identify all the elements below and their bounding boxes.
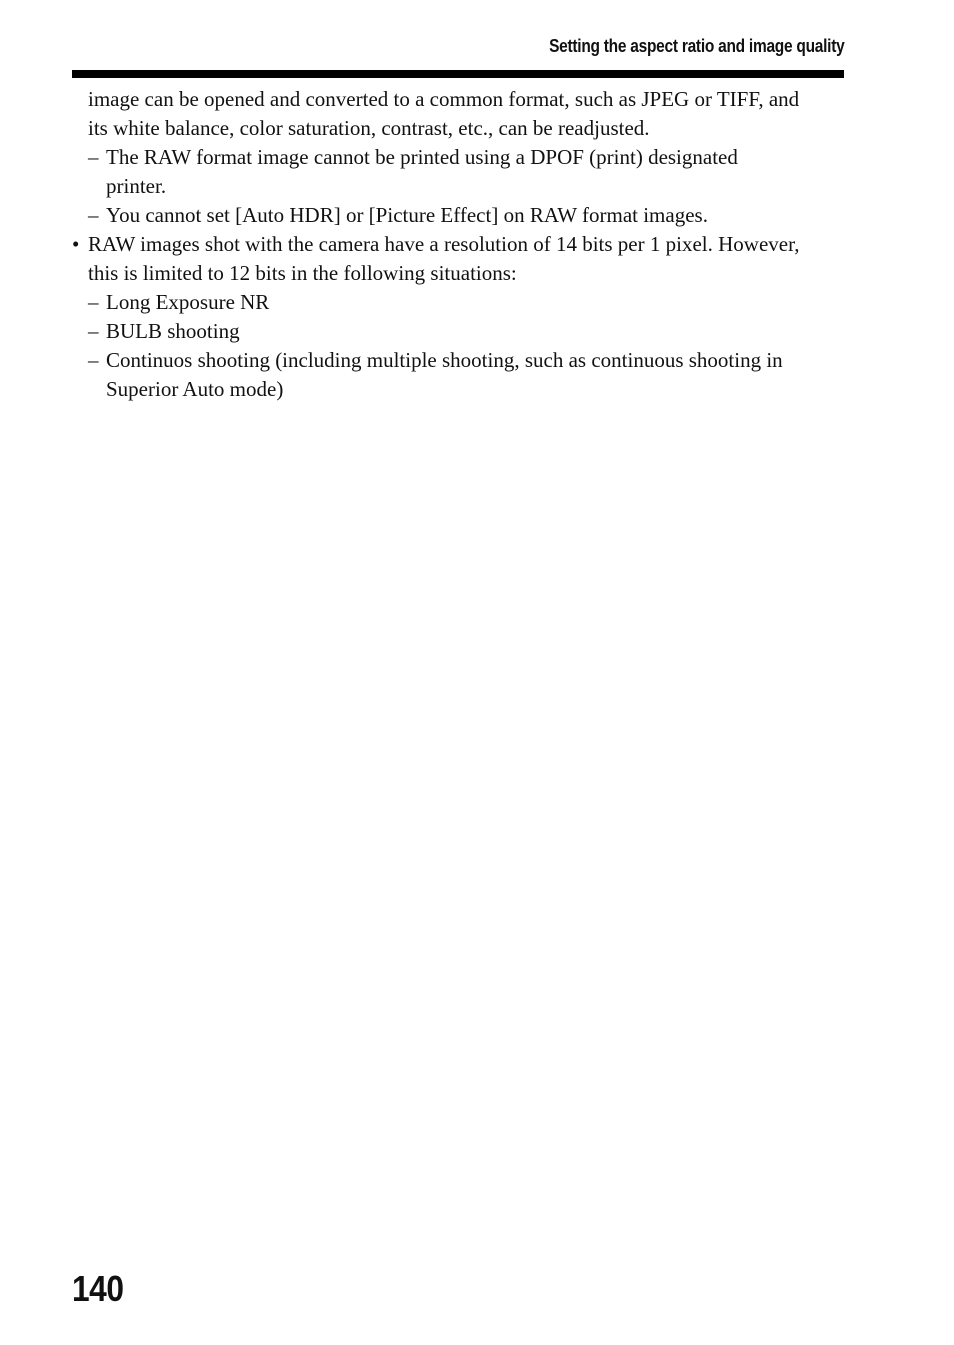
running-header: Setting the aspect ratio and image quality bbox=[548, 36, 844, 56]
dash-item-line: printer. bbox=[106, 174, 167, 198]
dash-item-line bbox=[72, 143, 852, 172]
sub-item-line: Superior Auto mode) bbox=[106, 377, 284, 401]
dash-marker: – bbox=[88, 203, 99, 227]
page-body bbox=[72, 85, 852, 404]
sub-item-line bbox=[72, 317, 852, 346]
dash-marker: – bbox=[88, 348, 99, 372]
sub-item-text: BULB shooting bbox=[106, 319, 240, 343]
dash-item-text: You cannot set [Auto HDR] or [Picture Effect] on RAW format images. bbox=[106, 203, 708, 227]
bullet-item-line: this is limited to 12 bits in the following situations: bbox=[88, 261, 517, 285]
dash-marker: – bbox=[88, 145, 99, 169]
sub-item-line bbox=[72, 288, 852, 317]
page-number: 140 bbox=[72, 1268, 124, 1309]
dash-marker: – bbox=[88, 290, 99, 314]
dash-item-line bbox=[72, 201, 852, 230]
paragraph-line: image can be opened and converted to a common format, such as JPEG or TIFF, and bbox=[88, 87, 800, 111]
bullet-item-line bbox=[72, 230, 852, 259]
dash-item-text: The RAW format image cannot be printed using a DPOF (print) designated bbox=[106, 145, 738, 169]
bullet-marker: • bbox=[72, 232, 80, 256]
bullet-item-text: RAW images shot with the camera have a resolution of 14 bits per 1 pixel. However, bbox=[88, 232, 800, 256]
header-rule bbox=[72, 70, 844, 78]
sub-item-line bbox=[72, 346, 852, 375]
paragraph-line: its white balance, color saturation, contrast, etc., can be readjusted. bbox=[88, 116, 650, 140]
dash-marker: – bbox=[88, 319, 99, 343]
sub-item-text: Continuos shooting (including multiple shooting, such as continuous shooting in bbox=[106, 348, 783, 372]
sub-item-text: Long Exposure NR bbox=[106, 290, 270, 314]
